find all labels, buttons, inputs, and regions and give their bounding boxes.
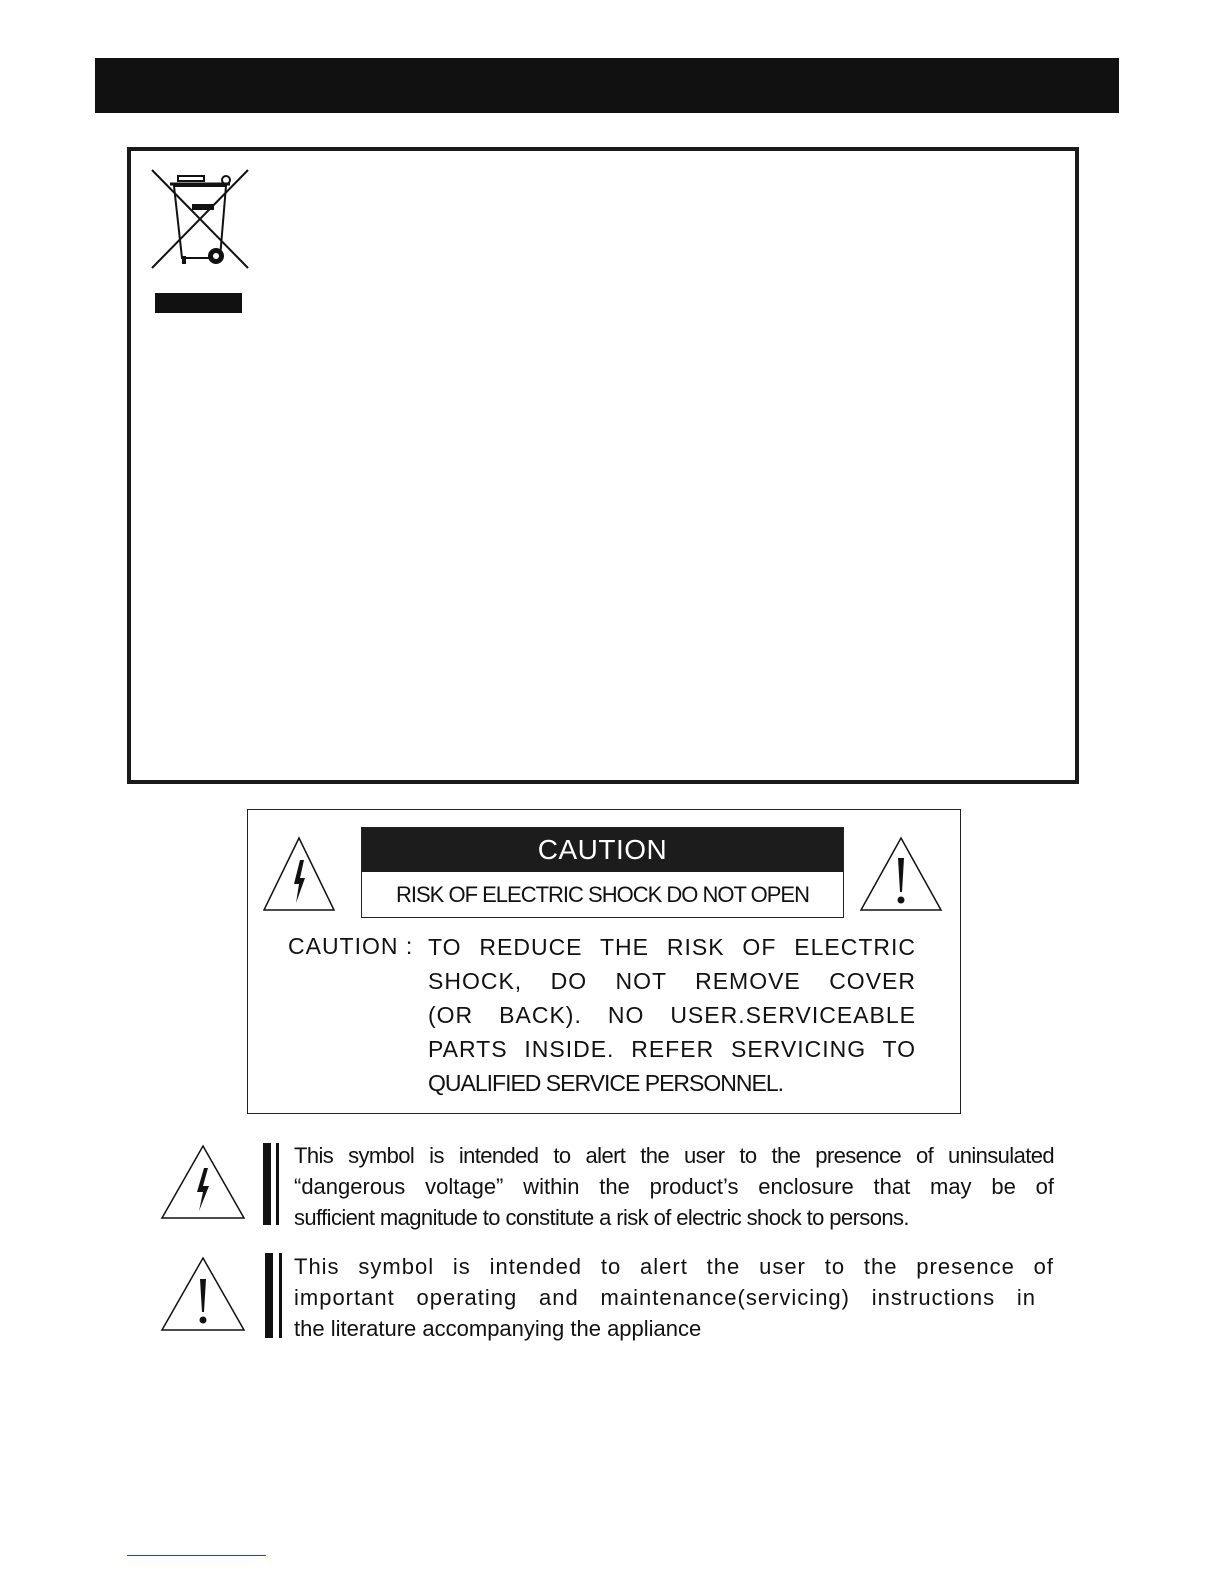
caution-line: QUALIFIED SERVICE PERSONNEL. [428, 1070, 784, 1096]
caution-line: TO REDUCE THE RISK OF ELECTRIC [428, 934, 916, 960]
caution-line: PARTS INSIDE. REFER SERVICING TO [428, 1036, 916, 1062]
caution-label-title: CAUTION [362, 828, 843, 872]
symbol-note-voltage [294, 1140, 1054, 1233]
caution-statement-prefix: CAUTION : [288, 933, 414, 959]
note-line: sufficient magnitude to constitute a risk of electric shock to persons. [294, 1205, 909, 1230]
exclamation-warning-icon [858, 835, 944, 913]
note-line: important operating and maintenance(servicing) instructions in [294, 1285, 1036, 1310]
note-divider-bar [263, 1143, 271, 1225]
weee-marking-bar [155, 293, 242, 313]
note-line: the literature accompanying the appliance [294, 1316, 702, 1341]
note-divider-bar [265, 1253, 273, 1338]
header-bar [95, 58, 1119, 113]
footer-link-underline [127, 1555, 266, 1556]
caution-label [361, 827, 844, 918]
symbol-note-instructions [294, 1251, 1054, 1344]
crossed-out-wheelie-bin-icon [150, 168, 250, 272]
lightning-warning-icon [159, 1143, 247, 1221]
note-divider-bar [276, 1143, 279, 1225]
lightning-warning-icon [261, 835, 337, 913]
exclamation-warning-icon [159, 1255, 247, 1333]
caution-statement [428, 933, 916, 1103]
caution-label-subtitle: RISK OF ELECTRIC SHOCK DO NOT OPEN [396, 882, 809, 907]
note-divider-bar [279, 1253, 282, 1338]
note-line: This symbol is intended to alert the user to the presence of uninsulated [294, 1143, 1054, 1168]
weee-notice-frame [127, 147, 1079, 784]
note-line: This symbol is intended to alert the user to the presence of [294, 1254, 1054, 1279]
caution-line: (OR BACK). NO USER.SERVICEABLE [428, 1002, 916, 1028]
note-line: “dangerous voltage” within the product’s enclosure that may be of [294, 1174, 1054, 1199]
caution-line: SHOCK, DO NOT REMOVE COVER [428, 968, 916, 994]
